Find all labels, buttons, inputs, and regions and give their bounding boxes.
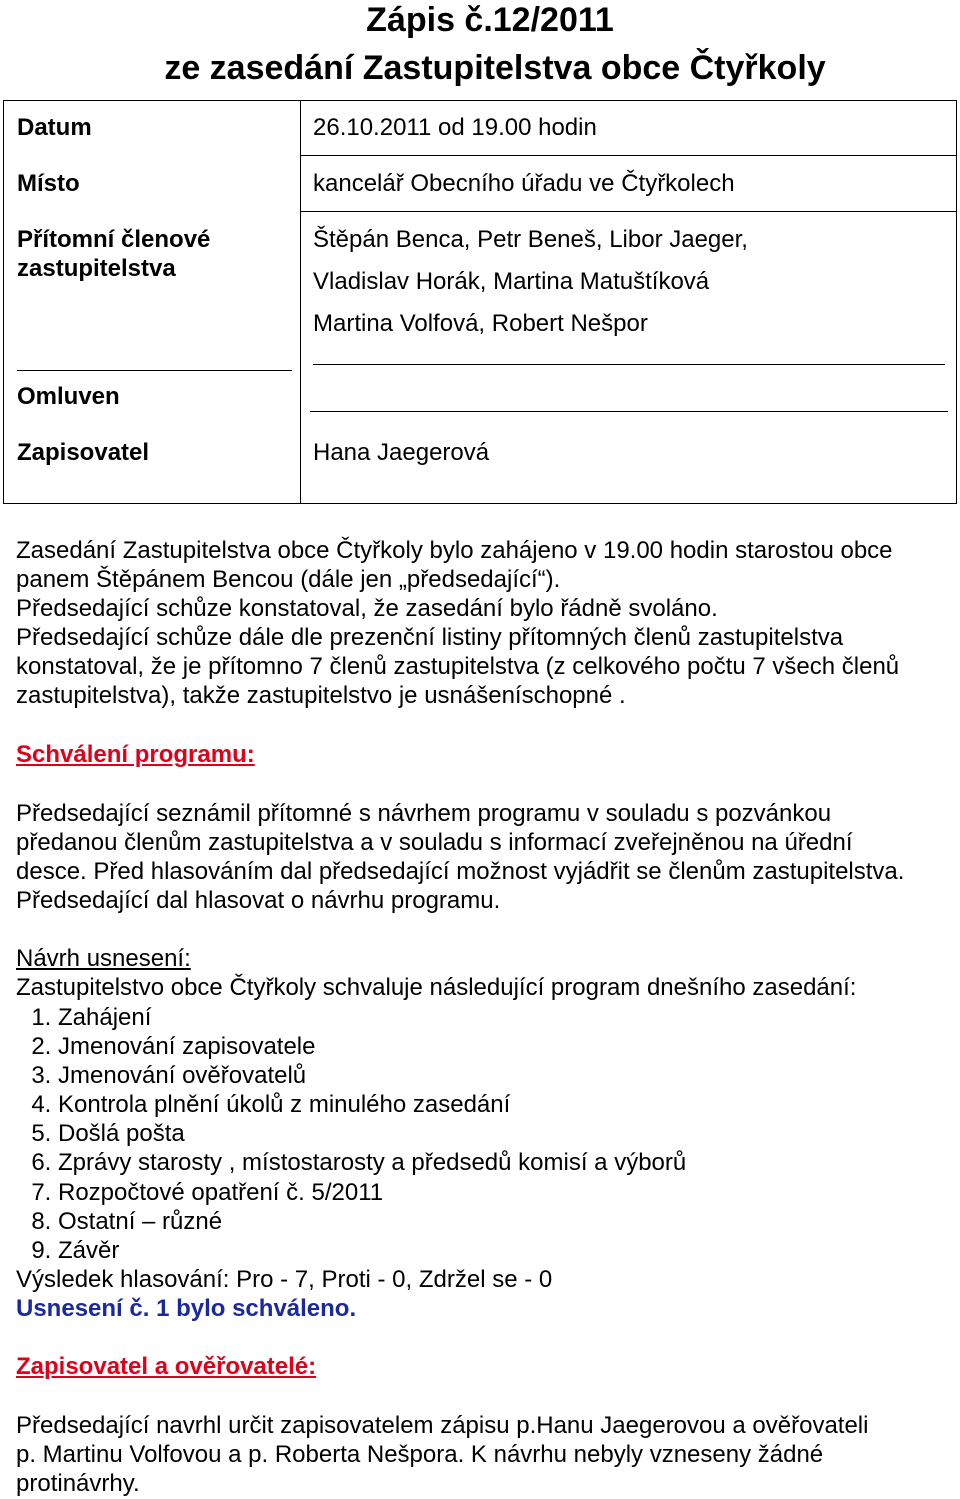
navrh-label: Návrh usnesení: — [16, 945, 191, 972]
list-item: 5. Došlá pošta — [58, 1119, 686, 1148]
program-line: Předsedající seznámil přítomné s návrhem programu v souladu s pozvánkou — [16, 800, 832, 827]
datum-value: 26.10.2011 od 19.00 hodin — [313, 114, 597, 141]
omluven-label: Omluven — [17, 383, 120, 410]
blank-line-1 — [313, 364, 945, 365]
pritomni-label: Přítomní členové — [17, 226, 211, 253]
pritomni-line-1: Štěpán Benca, Petr Beneš, Libor Jaeger, — [313, 226, 748, 253]
clerk-paragraph — [16, 1411, 951, 1498]
program-list — [16, 1003, 686, 1265]
intro-line: Předsedající schůze dále dle prezenční listiny přítomných členů zastupitelstva — [16, 624, 844, 651]
program-paragraph — [16, 799, 951, 915]
vote-result: Výsledek hlasování: Pro - 7, Proti - 0, Zdržel se - 0 — [16, 1266, 553, 1293]
clerk-heading: Zapisovatel a ověřovatelé: — [16, 1353, 317, 1380]
misto-label: Místo — [17, 170, 80, 197]
clerk-line: p. Martinu Volfovou a p. Roberta Nešpora. K návrhu nebyly vzneseny žádné — [16, 1441, 824, 1468]
program-line: Předsedající dal hlasovat o návrhu programu. — [16, 887, 501, 914]
table-divider — [300, 100, 301, 504]
program-heading: Schválení programu: — [16, 741, 255, 768]
document-title: Zápis č.12/2011 — [366, 1, 614, 39]
list-item: 3. Jmenování ověřovatelů — [58, 1061, 686, 1090]
program-line: desce. Před hlasováním dal předsedající možnost vyjádřit se členům zastupitelstva. — [16, 858, 905, 885]
resolution-result: Usnesení č. 1 bylo schváleno. — [16, 1295, 357, 1322]
document-subtitle: ze zasedání Zastupitelstva obce Čtyřkoly — [164, 49, 826, 87]
blank-line-2 — [310, 411, 948, 412]
clerk-line: Předsedající navrhl určit zapisovatelem zápisu p.Hanu Jaegerovou a ověřovateli — [16, 1412, 869, 1439]
navrh-block — [16, 944, 951, 1002]
zapisovatel-value: Hana Jaegerová — [313, 439, 490, 466]
intro-line: Předsedající schůze konstatoval, že zasedání bylo řádně svoláno. — [16, 595, 718, 622]
list-item: 6. Zprávy starosty , místostarosty a předsedů komisí a výborů — [58, 1148, 686, 1177]
list-item: 1. Zahájení — [58, 1003, 686, 1032]
datum-label: Datum — [17, 114, 92, 141]
zapisovatel-label: Zapisovatel — [17, 439, 150, 466]
program-line: předanou členům zastupitelstva a v souladu s informací zveřejněnou na úřední — [16, 829, 853, 856]
table-row-line — [300, 211, 957, 212]
list-item: 4. Kontrola plnění úkolů z minulého zasedání — [58, 1090, 686, 1119]
table-row-line — [300, 155, 957, 156]
intro-line: panem Štěpánem Bencou (dále jen „předsedající“). — [16, 566, 561, 593]
pritomni-label-2: zastupitelstva — [17, 255, 176, 282]
list-item: 8. Ostatní – různé — [58, 1207, 686, 1236]
list-item: 2. Jmenování zapisovatele — [58, 1032, 686, 1061]
intro-paragraph — [16, 536, 951, 710]
misto-value: kancelář Obecního úřadu ve Čtyřkolech — [313, 170, 735, 197]
clerk-line: protinávrhy. — [16, 1470, 140, 1497]
intro-line: Zasedání Zastupitelstva obce Čtyřkoly bylo zahájeno v 19.00 hodin starostou obce — [16, 537, 893, 564]
intro-line: zastupitelstva), takže zastupitelstvo je usnášeníschopné . — [16, 682, 626, 709]
pritomni-line-2: Vladislav Horák, Martina Matuštíková — [313, 268, 710, 295]
pritomni-line-3: Martina Volfová, Robert Nešpor — [313, 310, 648, 337]
intro-line: konstatoval, že je přítomno 7 členů zastupitelstva (z celkového počtu 7 všech členů — [16, 653, 900, 680]
left-blank-line — [17, 370, 292, 371]
navrh-text: Zastupitelstvo obce Čtyřkoly schvaluje následující program dnešního zasedání: — [16, 974, 857, 1001]
list-item: 7. Rozpočtové opatření č. 5/2011 — [58, 1178, 686, 1207]
list-item: 9. Závěr — [58, 1236, 686, 1265]
